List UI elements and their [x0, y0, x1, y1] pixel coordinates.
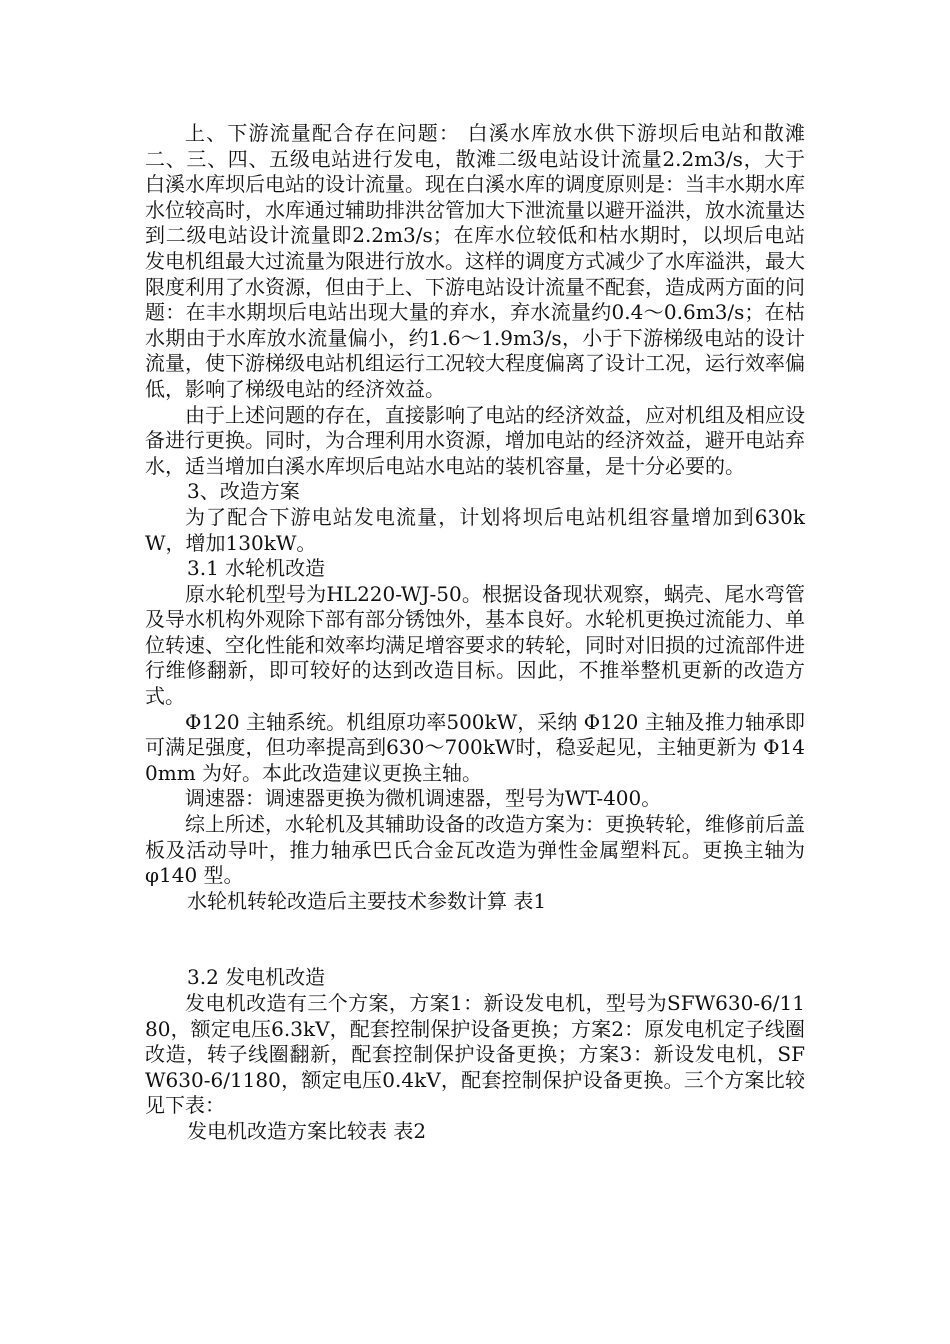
- section-heading-renovation-plan: 3、改造方案: [187, 479, 300, 504]
- table-caption-1: 水轮机转轮改造后主要技术参数计算 表1: [187, 888, 547, 913]
- paragraph-flow-problem: 上、下游流量配合存在问题： 白溪水库放水供下游坝后电站和散滩二、三、四、五级电站进行发电，散滩二级电站设计流量2.2m3/s，大于白溪水库坝后电站的设计流量。现在白溪水库的调度原则是：当丰水期水库水位较高时，水库通过辅助排洪岔管加大下泄流量以避开溢洪，放水流量达到二级电站设计流量即2.2m3/s；在库水位较低和枯水期时，以坝后电站发电机组最大过流量为限进行放水。这样的调度方式减少了水库溢洪，最大限度利用了水资源，但由于上、下游电站设计流量不配套，造成两方面的问题：在丰水期坝后电站出现大量的弃水，弃水流量约0.4～0.6m3/s；在枯水期由于水库放水流量偏小，约1.6～1.9m3/s，小于下游梯级电站的设计流量，使下游梯级电站机组运行工况较大程度偏离了设计工况，运行效率偏低，影响了梯级电站的经济效益。: [145, 121, 805, 401]
- paragraph-turbine-model: 原水轮机型号为HL220-WJ-50。根据设备现状观察，蜗壳、尾水弯管及导水机构外观除下部有部分锈蚀外，基本良好。水轮机更换过流能力、单位转速、空化性能和效率均满足增容要求的转轮，同时对旧损的过流部件进行维修翻新，即可较好的达到改造目标。因此，不推举整机更新的改造方式。: [145, 581, 805, 709]
- table-caption-2: 发电机改造方案比较表 表2: [187, 1118, 427, 1143]
- section-heading-generator: 3.2 发电机改造: [187, 965, 326, 990]
- paragraph-main-shaft: Φ120 主轴系统。机组原功率500kW，采纳 Φ120 主轴及推力轴承即可满足强度，但功率提高到630～700kW时，稳妥起见，主轴更新为 Φ140mm 为好。本此改造建议更换主轴。: [145, 709, 805, 785]
- paragraph-turbine-summary: 综上所述，水轮机及其辅助设备的改造方案为：更换转轮，维修前后盖板及活动导叶，推力轴承巴氏合金瓦改造为弹性金属塑料瓦。更换主轴为 φ140 型。: [145, 812, 805, 888]
- table-1-placeholder: [145, 914, 805, 965]
- paragraph-governor: 调速器：调速器更换为微机调速器，型号为WT-400。: [185, 786, 662, 811]
- paragraph-capacity-increase: 为了配合下游电站发电流量，计划将坝后电站机组容量增加到630kW，增加130kW。: [145, 504, 805, 555]
- document-body: [145, 121, 805, 1145]
- paragraph-necessity: 由于上述问题的存在，直接影响了电站的经济效益，应对机组及相应设备进行更换。同时，为合理利用水资源，增加电站的经济效益，避开电站弃水，适当增加白溪水库坝后电站水电站的装机容量，是十分必要的。: [145, 402, 805, 478]
- section-heading-turbine: 3.1 水轮机改造: [187, 556, 326, 581]
- paragraph-generator-options: 发电机改造有三个方案，方案1：新设发电机，型号为SFW630-6/1180，额定电压6.3kV，配套控制保护设备更换；方案2：原发电机定子线圈改造，转子线圈翻新，配套控制保护设备更换；方案3：新设发电机，SFW630-6/1180，额定电压0.4kV，配套控制保护设备更换。三个方案比较见下表：: [145, 991, 805, 1118]
